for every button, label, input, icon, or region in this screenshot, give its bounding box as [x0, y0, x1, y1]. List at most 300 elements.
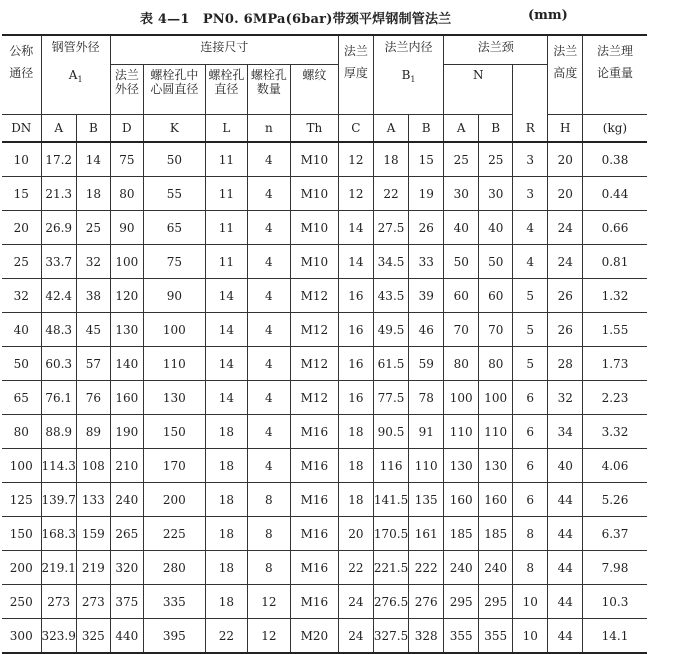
- table-cell: 76.1: [41, 381, 76, 415]
- table-cell: 22: [373, 177, 408, 211]
- header-n: n: [247, 115, 290, 143]
- table-cell: 21.3: [41, 177, 76, 211]
- table-cell: 161: [409, 517, 444, 551]
- table-cell: M16: [290, 449, 338, 483]
- table-cell: 90.5: [373, 415, 408, 449]
- table-cell: 22: [338, 551, 373, 585]
- table-cell: 38: [76, 279, 110, 313]
- header-text: 螺栓孔中: [150, 68, 199, 82]
- table-cell: 11: [205, 177, 247, 211]
- table-cell: 60.3: [41, 347, 76, 381]
- table-cell: 130: [110, 313, 143, 347]
- table-cell: 110: [479, 415, 513, 449]
- table-cell: 20: [548, 177, 583, 211]
- header-bore-a: A: [373, 115, 408, 143]
- table-cell: 12: [247, 585, 290, 619]
- table-cell: 200: [2, 551, 41, 585]
- table-cell: 335: [143, 585, 205, 619]
- table-cell: 12: [247, 619, 290, 654]
- table-cell: 440: [110, 619, 143, 654]
- table-cell: 91: [409, 415, 444, 449]
- header-connection-dimensions: [110, 35, 338, 65]
- table-cell: M10: [290, 245, 338, 279]
- table-cell: 14: [205, 313, 247, 347]
- table-cell: 75: [143, 245, 205, 279]
- header-bolt-hole-count: [247, 65, 290, 115]
- table-cell: 8: [513, 551, 548, 585]
- table-cell: 90: [110, 211, 143, 245]
- table-cell: 135: [409, 483, 444, 517]
- table-cell: 160: [444, 483, 479, 517]
- table-cell: 276: [409, 585, 444, 619]
- table-cell: 273: [76, 585, 110, 619]
- table-cell: 18: [338, 449, 373, 483]
- table-cell: 7.98: [583, 551, 647, 585]
- table-cell: 18: [205, 415, 247, 449]
- table-unit: (mm): [528, 8, 568, 23]
- table-cell: 139.7: [41, 483, 76, 517]
- table-row: [2, 585, 647, 619]
- table-row: [2, 381, 647, 415]
- table-cell: 20: [338, 517, 373, 551]
- header-flange-thickness: [338, 35, 373, 115]
- table-cell: 24: [548, 245, 583, 279]
- table-cell: 8: [247, 551, 290, 585]
- table-cell: 16: [338, 381, 373, 415]
- table-cell: 4: [513, 211, 548, 245]
- table-cell: 110: [143, 347, 205, 381]
- table-cell: 328: [409, 619, 444, 654]
- table-cell: 4: [247, 211, 290, 245]
- table-cell: 78: [409, 381, 444, 415]
- table-cell: 100: [2, 449, 41, 483]
- table-cell: 32: [76, 245, 110, 279]
- table-cell: 44: [548, 585, 583, 619]
- header-flange-bore: [373, 35, 443, 115]
- table-cell: 3: [513, 142, 548, 177]
- table-cell: 24: [338, 619, 373, 654]
- table-cell: 26: [548, 313, 583, 347]
- table-cell: 240: [444, 551, 479, 585]
- table-cell: 1.55: [583, 313, 647, 347]
- table-cell: 32: [2, 279, 41, 313]
- table-cell: 20: [2, 211, 41, 245]
- table-cell: 25: [76, 211, 110, 245]
- table-cell: M16: [290, 517, 338, 551]
- table-cell: 6: [513, 415, 548, 449]
- header-neck-n: [444, 65, 513, 115]
- table-cell: 15: [409, 142, 444, 177]
- header-bolt-circle-diameter: [143, 65, 205, 115]
- table-cell: 125: [2, 483, 41, 517]
- table-cell: 0.66: [583, 211, 647, 245]
- table-cell: 32: [548, 381, 583, 415]
- table-cell: 4: [513, 245, 548, 279]
- table-cell: 273: [41, 585, 76, 619]
- table-cell: 240: [479, 551, 513, 585]
- table-cell: 114.3: [41, 449, 76, 483]
- table-header: [2, 35, 647, 142]
- header-neck-r: [513, 65, 548, 143]
- table-cell: 168.3: [41, 517, 76, 551]
- table-cell: 18: [205, 483, 247, 517]
- table-cell: 26: [409, 211, 444, 245]
- table-cell: 8: [247, 517, 290, 551]
- table-cell: 18: [373, 142, 408, 177]
- table-cell: 4: [247, 449, 290, 483]
- table-cell: 4: [247, 347, 290, 381]
- header-pipe-a: A: [41, 115, 76, 143]
- table-cell: 395: [143, 619, 205, 654]
- table-cell: 14: [338, 245, 373, 279]
- table-cell: 4: [247, 313, 290, 347]
- table-cell: M20: [290, 619, 338, 654]
- table-cell: 100: [479, 381, 513, 415]
- table-cell: 45: [76, 313, 110, 347]
- table-cell: 5.26: [583, 483, 647, 517]
- table-cell: 90: [143, 279, 205, 313]
- table-cell: M10: [290, 211, 338, 245]
- table-cell: 355: [479, 619, 513, 654]
- table-cell: 59: [409, 347, 444, 381]
- table-cell: 120: [110, 279, 143, 313]
- table-cell: 42.4: [41, 279, 76, 313]
- table-cell: 5: [513, 313, 548, 347]
- table-cell: 170: [143, 449, 205, 483]
- table-cell: 100: [110, 245, 143, 279]
- table-row: [2, 449, 647, 483]
- table-row: [2, 483, 647, 517]
- table-cell: 89: [76, 415, 110, 449]
- table-cell: 26: [548, 279, 583, 313]
- table-cell: 14: [76, 142, 110, 177]
- table-cell: 30: [444, 177, 479, 211]
- table-cell: 11: [205, 211, 247, 245]
- table-cell: 18: [338, 415, 373, 449]
- table-cell: 39: [409, 279, 444, 313]
- header-flange-height: [548, 35, 583, 115]
- table-cell: 4: [247, 415, 290, 449]
- header-text: 法兰: [343, 44, 368, 58]
- header-k: K: [143, 115, 205, 143]
- table-cell: 10: [2, 142, 41, 177]
- header-c: C: [338, 115, 373, 143]
- table-cell: M16: [290, 483, 338, 517]
- table-cell: 80: [2, 415, 41, 449]
- header-text: 连接尺寸: [200, 40, 249, 54]
- table-row: [2, 211, 647, 245]
- table-cell: 14: [205, 381, 247, 415]
- table-cell: 18: [205, 551, 247, 585]
- table-cell: 16: [338, 279, 373, 313]
- table-cell: 16: [338, 347, 373, 381]
- table-cell: 0.81: [583, 245, 647, 279]
- table-cell: 18: [205, 585, 247, 619]
- table-cell: 12: [338, 142, 373, 177]
- header-flange-weight: [583, 35, 647, 115]
- table-cell: 160: [110, 381, 143, 415]
- table-cell: 276.5: [373, 585, 408, 619]
- header-text: 钢管外径: [51, 40, 100, 54]
- table-cell: 6.37: [583, 517, 647, 551]
- header-dn: DN: [2, 115, 41, 143]
- table-cell: 150: [143, 415, 205, 449]
- table-cell: 240: [110, 483, 143, 517]
- table-cell: 75: [110, 142, 143, 177]
- header-symbol: $B_1$: [401, 68, 416, 84]
- table-cell: 24: [338, 585, 373, 619]
- table-cell: 44: [548, 551, 583, 585]
- header-symbol: $A_1$: [68, 68, 83, 84]
- table-cell: 375: [110, 585, 143, 619]
- table-cell: 5: [513, 279, 548, 313]
- table-cell: 70: [444, 313, 479, 347]
- header-text: 心圆直径: [150, 82, 199, 96]
- header-text: 公称: [9, 44, 34, 58]
- table-cell: 1.32: [583, 279, 647, 313]
- table-cell: 3.32: [583, 415, 647, 449]
- table-cell: 40: [444, 211, 479, 245]
- header-text: 法兰理: [596, 44, 633, 58]
- header-bore-b: B: [409, 115, 444, 143]
- header-text: 法兰内径: [384, 40, 433, 54]
- table-cell: 185: [444, 517, 479, 551]
- header-text: 外径: [114, 82, 139, 96]
- table-cell: 140: [110, 347, 143, 381]
- header-flange-outer-diameter: [110, 65, 143, 115]
- table-cell: M12: [290, 313, 338, 347]
- table-cell: 170.5: [373, 517, 408, 551]
- table-cell: 44: [548, 517, 583, 551]
- table-cell: 25: [444, 142, 479, 177]
- table-cell: 100: [444, 381, 479, 415]
- table-cell: 100: [143, 313, 205, 347]
- table-cell: 28: [548, 347, 583, 381]
- table-title: 表 4—1 PN0. 6MPa(6bar)带颈平焊钢制管法兰: [140, 12, 452, 27]
- table-cell: 80: [444, 347, 479, 381]
- table-cell: 130: [444, 449, 479, 483]
- table-cell: 1.73: [583, 347, 647, 381]
- table-cell: M10: [290, 142, 338, 177]
- table-cell: 48.3: [41, 313, 76, 347]
- header-th: Th: [290, 115, 338, 143]
- header-text: 数量: [256, 82, 281, 96]
- table-row: [2, 347, 647, 381]
- table-cell: M16: [290, 551, 338, 585]
- table-cell: 210: [110, 449, 143, 483]
- table-cell: 40: [2, 313, 41, 347]
- table-cell: M10: [290, 177, 338, 211]
- header-neck-b: B: [479, 115, 513, 143]
- header-text: 螺栓孔: [208, 68, 245, 82]
- header-pipe-outer-diameter: [41, 35, 110, 115]
- header-neck-a: A: [444, 115, 479, 143]
- table-cell: 44: [548, 483, 583, 517]
- table-cell: 10: [513, 585, 548, 619]
- table-cell: 225: [143, 517, 205, 551]
- header-text: 法兰颈: [477, 40, 514, 54]
- table-row: [2, 415, 647, 449]
- table-cell: 11: [205, 245, 247, 279]
- table-cell: 4: [247, 381, 290, 415]
- table-cell: 320: [110, 551, 143, 585]
- table-cell: M12: [290, 347, 338, 381]
- header-l: L: [205, 115, 247, 143]
- table-caption: [0, 6, 678, 28]
- table-body: [2, 142, 647, 653]
- header-text: 螺纹: [302, 68, 327, 82]
- table-cell: 50: [2, 347, 41, 381]
- table-cell: 50: [479, 245, 513, 279]
- table-row: [2, 279, 647, 313]
- table-cell: 70: [479, 313, 513, 347]
- table-cell: 4: [247, 142, 290, 177]
- table-cell: 14: [205, 279, 247, 313]
- table-cell: 43.5: [373, 279, 408, 313]
- header-text: 螺栓孔: [250, 68, 287, 82]
- header-flange-neck: [444, 35, 548, 65]
- table-cell: 6: [513, 483, 548, 517]
- table-cell: 60: [444, 279, 479, 313]
- table-cell: 24: [548, 211, 583, 245]
- header-pipe-b: B: [76, 115, 110, 143]
- table-cell: 265: [110, 517, 143, 551]
- table-cell: 18: [205, 517, 247, 551]
- table-cell: 15: [2, 177, 41, 211]
- table-cell: 30: [479, 177, 513, 211]
- table-cell: 57: [76, 347, 110, 381]
- table-cell: 190: [110, 415, 143, 449]
- table-cell: 116: [373, 449, 408, 483]
- table-cell: 14.1: [583, 619, 647, 654]
- header-text: 通径: [9, 66, 34, 80]
- table-cell: M12: [290, 381, 338, 415]
- table-cell: 55: [143, 177, 205, 211]
- table-cell: 40: [479, 211, 513, 245]
- table-cell: 130: [479, 449, 513, 483]
- table-cell: 65: [2, 381, 41, 415]
- table-cell: 300: [2, 619, 41, 654]
- table-cell: 40: [548, 449, 583, 483]
- header-symbol: N: [472, 68, 484, 82]
- table-row: [2, 142, 647, 177]
- table-cell: 80: [479, 347, 513, 381]
- table-cell: M12: [290, 279, 338, 313]
- table-row: [2, 551, 647, 585]
- table-cell: 221.5: [373, 551, 408, 585]
- table-cell: 323.9: [41, 619, 76, 654]
- table-cell: 49.5: [373, 313, 408, 347]
- header-text: 论重量: [596, 66, 633, 80]
- table-cell: 19: [409, 177, 444, 211]
- table-cell: 50: [444, 245, 479, 279]
- table-cell: 133: [76, 483, 110, 517]
- table-cell: 2.23: [583, 381, 647, 415]
- table-cell: 65: [143, 211, 205, 245]
- table-cell: 14: [205, 347, 247, 381]
- table-cell: 76: [76, 381, 110, 415]
- table-cell: 33.7: [41, 245, 76, 279]
- table-cell: 77.5: [373, 381, 408, 415]
- table-cell: 130: [143, 381, 205, 415]
- table-cell: 10: [513, 619, 548, 654]
- table-cell: 34: [548, 415, 583, 449]
- table-cell: 20: [548, 142, 583, 177]
- table-cell: 88.9: [41, 415, 76, 449]
- table-cell: 222: [409, 551, 444, 585]
- table-cell: 108: [76, 449, 110, 483]
- table-cell: 6: [513, 381, 548, 415]
- header-thread: [290, 65, 338, 115]
- header-h: H: [548, 115, 583, 143]
- header-kg: (kg): [583, 115, 647, 143]
- table-cell: 6: [513, 449, 548, 483]
- table-cell: 34.5: [373, 245, 408, 279]
- table-row: [2, 517, 647, 551]
- header-text: 法兰: [114, 68, 139, 82]
- header-d: D: [110, 115, 143, 143]
- table-row: [2, 245, 647, 279]
- table-cell: 219: [76, 551, 110, 585]
- header-text: 厚度: [343, 66, 368, 80]
- table-cell: 25: [2, 245, 41, 279]
- table-cell: 185: [479, 517, 513, 551]
- table-cell: 60: [479, 279, 513, 313]
- table-cell: 8: [247, 483, 290, 517]
- table-cell: 295: [444, 585, 479, 619]
- header-text: 法兰: [553, 44, 578, 58]
- table-cell: 110: [409, 449, 444, 483]
- table-cell: 150: [2, 517, 41, 551]
- table-cell: 141.5: [373, 483, 408, 517]
- table-cell: 61.5: [373, 347, 408, 381]
- table-cell: 18: [76, 177, 110, 211]
- table-cell: 4.06: [583, 449, 647, 483]
- table-cell: 18: [338, 483, 373, 517]
- header-text: 高度: [553, 66, 578, 80]
- table-cell: 5: [513, 347, 548, 381]
- table-cell: 280: [143, 551, 205, 585]
- table-cell: 8: [513, 517, 548, 551]
- table-cell: 219.1: [41, 551, 76, 585]
- table-cell: 44: [548, 619, 583, 654]
- table-cell: 159: [76, 517, 110, 551]
- table-cell: 18: [205, 449, 247, 483]
- table-cell: 3: [513, 177, 548, 211]
- table-cell: 33: [409, 245, 444, 279]
- header-nominal-diameter: [2, 35, 41, 115]
- table-cell: 26.9: [41, 211, 76, 245]
- table-cell: 4: [247, 279, 290, 313]
- table-cell: 327.5: [373, 619, 408, 654]
- table-cell: 14: [338, 211, 373, 245]
- table-cell: 25: [479, 142, 513, 177]
- table-cell: 80: [110, 177, 143, 211]
- table-cell: 12: [338, 177, 373, 211]
- table-row: [2, 313, 647, 347]
- header-text: 直径: [214, 82, 239, 96]
- header-bolt-hole-diameter: [205, 65, 247, 115]
- table-row: [2, 619, 647, 654]
- table-cell: 200: [143, 483, 205, 517]
- table-cell: 27.5: [373, 211, 408, 245]
- table-cell: 10.3: [583, 585, 647, 619]
- table-cell: 4: [247, 245, 290, 279]
- table-cell: 4: [247, 177, 290, 211]
- table-cell: 46: [409, 313, 444, 347]
- header-symbol: R: [525, 121, 535, 135]
- table-cell: 160: [479, 483, 513, 517]
